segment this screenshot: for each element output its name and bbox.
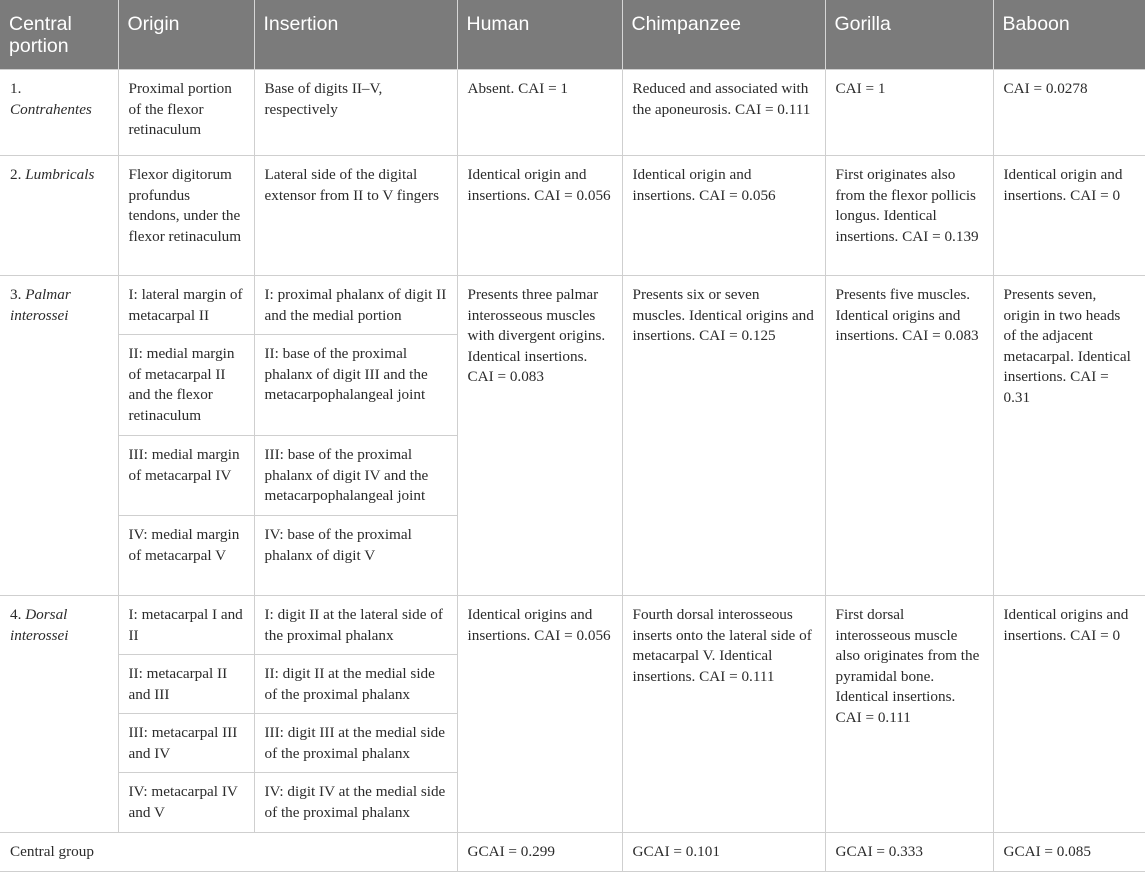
origin-cell: II: metacarpal II and III [118, 655, 254, 714]
header-gorilla: Gorilla [825, 0, 993, 70]
baboon-gcai: GCAI = 0.085 [993, 833, 1145, 872]
origin-cell: IV: medial margin of metacarpal V [118, 516, 254, 596]
muscle-name: Lumbricals [25, 166, 95, 183]
muscle-name: Contrahentes [10, 100, 92, 118]
human-cell: Identical origin and insertions. CAI = 0.056 [457, 156, 622, 276]
row-number: 4. [10, 606, 22, 623]
insertion-cell: III: base of the proximal phalanx of digit IV and the metacarpophalangeal joint [254, 436, 457, 516]
chimpanzee-gcai: GCAI = 0.101 [622, 833, 825, 872]
human-gcai: GCAI = 0.299 [457, 833, 622, 872]
baboon-cell: CAI = 0.0278 [993, 70, 1145, 156]
human-cell: Absent. CAI = 1 [457, 70, 622, 156]
muscle-name-cell [0, 276, 118, 596]
header-central-portion: Central portion [0, 0, 118, 70]
insertion-cell: IV: digit IV at the medial side of the proximal phalanx [254, 773, 457, 833]
gorilla-gcai: GCAI = 0.333 [825, 833, 993, 872]
insertion-cell: II: digit II at the medial side of the proximal phalanx [254, 655, 457, 714]
muscle-name: Dorsal interossei [10, 606, 69, 644]
origin-cell: III: medial margin of metacarpal IV [118, 436, 254, 516]
origin-cell: I: metacarpal I and II [118, 596, 254, 655]
row-number: 1. [10, 80, 22, 97]
table-row [0, 70, 1145, 156]
table-row [0, 276, 1145, 335]
origin-cell: I: lateral margin of metacarpal II [118, 276, 254, 335]
chimpanzee-cell: Fourth dorsal interosseous inserts onto the lateral side of metacarpal V. Identical insertions. CAI = 0.111 [622, 596, 825, 833]
table-row [0, 156, 1145, 276]
chimpanzee-cell: Presents six or seven muscles. Identical origins and insertions. CAI = 0.125 [622, 276, 825, 596]
chimpanzee-cell: Reduced and associated with the aponeurosis. CAI = 0.111 [622, 70, 825, 156]
baboon-cell: Presents seven, origin in two heads of the adjacent metacarpal. Identical insertions. CAI = 0.31 [993, 276, 1145, 596]
human-cell: Identical origins and insertions. CAI = 0.056 [457, 596, 622, 833]
muscle-name: Palmar interossei [10, 286, 71, 324]
header-origin: Origin [118, 0, 254, 70]
gorilla-cell: First originates also from the flexor pollicis longus. Identical insertions. CAI = 0.139 [825, 156, 993, 276]
origin-cell: Proximal portion of the flexor retinaculum [118, 70, 254, 156]
origin-cell: Flexor digitorum profundus tendons, under the flexor retinaculum [118, 156, 254, 276]
chimpanzee-cell: Identical origin and insertions. CAI = 0.056 [622, 156, 825, 276]
baboon-cell: Identical origins and insertions. CAI = 0 [993, 596, 1145, 833]
gorilla-cell: First dorsal interosseous muscle also originates from the pyramidal bone. Identical insertions. CAI = 0.111 [825, 596, 993, 833]
insertion-cell: Lateral side of the digital extensor from II to V fingers [254, 156, 457, 276]
gorilla-cell: CAI = 1 [825, 70, 993, 156]
row-number: 3. [10, 286, 22, 303]
row-number: 2. [10, 166, 22, 183]
baboon-cell: Identical origin and insertions. CAI = 0 [993, 156, 1145, 276]
header-human: Human [457, 0, 622, 70]
insertion-cell: Base of digits II–V, respectively [254, 70, 457, 156]
muscle-name-cell [0, 70, 118, 156]
gorilla-cell: Presents five muscles. Identical origins and insertions. CAI = 0.083 [825, 276, 993, 596]
insertion-cell: II: base of the proximal phalanx of digit III and the metacarpophalangeal joint [254, 335, 457, 436]
header-row [0, 0, 1145, 70]
origin-cell: IV: metacarpal IV and V [118, 773, 254, 833]
muscle-name-cell [0, 156, 118, 276]
origin-cell: II: medial margin of metacarpal II and the flexor retinaculum [118, 335, 254, 436]
origin-cell: III: metacarpal III and IV [118, 714, 254, 773]
insertion-cell: I: digit II at the lateral side of the proximal phalanx [254, 596, 457, 655]
header-insertion: Insertion [254, 0, 457, 70]
header-chimpanzee: Chimpanzee [622, 0, 825, 70]
insertion-cell: IV: base of the proximal phalanx of digit V [254, 516, 457, 596]
table-row-summary [0, 833, 1145, 872]
insertion-cell: I: proximal phalanx of digit II and the medial portion [254, 276, 457, 335]
table-row [0, 596, 1145, 655]
central-group-label: Central group [0, 833, 457, 872]
header-baboon: Baboon [993, 0, 1145, 70]
insertion-cell: III: digit III at the medial side of the proximal phalanx [254, 714, 457, 773]
muscle-name-cell [0, 596, 118, 833]
human-cell: Presents three palmar interosseous muscles with divergent origins. Identical insertions. CAI = 0.083 [457, 276, 622, 596]
